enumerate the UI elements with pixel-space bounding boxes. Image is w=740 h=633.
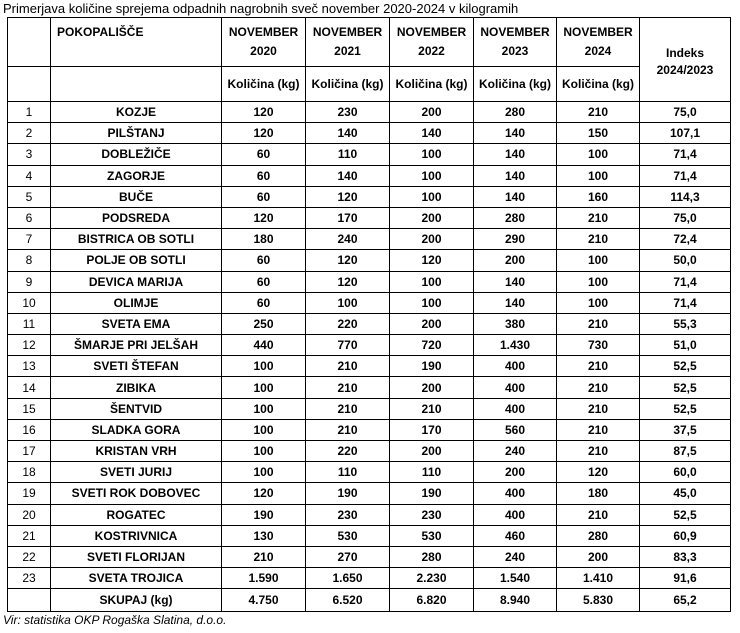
row-number: 17 [8, 441, 51, 462]
quantity-cell: 120 [306, 250, 390, 271]
cemetery-name: KRISTAN VRH [51, 441, 222, 462]
row-number: 10 [8, 292, 51, 313]
table-row [8, 313, 731, 334]
table-row [8, 165, 731, 186]
quantity-cell: 210 [306, 419, 390, 440]
row-number: 8 [8, 250, 51, 271]
quantity-cell: 120 [222, 102, 306, 123]
table-row [8, 250, 731, 271]
total-label: SKUPAJ (kg) [51, 589, 222, 612]
quantity-cell: 440 [222, 335, 306, 356]
quantity-cell: 400 [474, 398, 557, 419]
quantity-cell: 1.540 [474, 568, 557, 589]
quantity-cell: 120 [390, 250, 474, 271]
cemetery-name: OLIMJE [51, 292, 222, 313]
quantity-cell: 400 [474, 377, 557, 398]
quantity-cell: 210 [306, 377, 390, 398]
quantity-cell: 110 [306, 144, 390, 165]
quantity-cell: 400 [474, 504, 557, 525]
header-year: 2024 [584, 44, 612, 58]
row-number: 2 [8, 123, 51, 144]
quantity-cell: 120 [306, 186, 390, 207]
cemetery-name: SVETI ROK DOBOVEC [51, 483, 222, 504]
quantity-cell: 1.650 [306, 568, 390, 589]
quantity-cell: 190 [306, 483, 390, 504]
header-row-years [8, 18, 731, 67]
header-month: NOVEMBER [312, 25, 383, 39]
quantity-cell: 230 [390, 504, 474, 525]
quantity-cell: 110 [306, 462, 390, 483]
cemetery-name: ŠENTVID [51, 398, 222, 419]
row-number: 16 [8, 419, 51, 440]
cemetery-name: SVETI ŠTEFAN [51, 356, 222, 377]
quantity-cell: 400 [474, 356, 557, 377]
quantity-cell: 140 [306, 123, 390, 144]
quantity-cell: 530 [390, 525, 474, 546]
index-cell: 50,0 [640, 250, 731, 271]
index-cell: 87,5 [640, 441, 731, 462]
index-cell: 71,4 [640, 271, 731, 292]
table-row [8, 546, 731, 567]
cemetery-name: ŠMARJE PRI JELŠAH [51, 335, 222, 356]
cemetery-name: POLJE OB SOTLI [51, 250, 222, 271]
quantity-cell: 1.430 [474, 335, 557, 356]
quantity-cell: 210 [557, 441, 640, 462]
quantity-cell: 100 [557, 144, 640, 165]
index-cell: 51,0 [640, 335, 731, 356]
header-year-2024 [557, 18, 640, 67]
cemetery-name: SVETA EMA [51, 313, 222, 334]
quantity-cell: 770 [306, 335, 390, 356]
row-number: 15 [8, 398, 51, 419]
header-unit: Količina (kg) [557, 67, 640, 102]
header-index [640, 18, 731, 102]
quantity-cell: 2.230 [390, 568, 474, 589]
cemetery-name: SVETI JURIJ [51, 462, 222, 483]
cemetery-name: PILŠTANJ [51, 123, 222, 144]
table-row [8, 356, 731, 377]
quantity-cell: 140 [474, 144, 557, 165]
table-row [8, 568, 731, 589]
table-row [8, 504, 731, 525]
index-cell: 75,0 [640, 207, 731, 228]
quantity-cell: 100 [390, 144, 474, 165]
quantity-cell: 200 [390, 229, 474, 250]
table-row [8, 441, 731, 462]
quantity-cell: 100 [222, 377, 306, 398]
total-quantity: 6.520 [306, 589, 390, 612]
quantity-cell: 120 [557, 462, 640, 483]
index-cell: 60,0 [640, 462, 731, 483]
quantity-cell: 200 [390, 102, 474, 123]
table-row [8, 398, 731, 419]
quantity-cell: 210 [557, 313, 640, 334]
header-unit: Količina (kg) [222, 67, 306, 102]
source-note: Vir: statistika OKP Rogaška Slatina, d.o.o. [3, 613, 227, 627]
quantity-cell: 100 [222, 462, 306, 483]
table-row [8, 377, 731, 398]
quantity-cell: 240 [474, 546, 557, 567]
quantity-cell: 100 [557, 165, 640, 186]
header-index-sub: 2024/2023 [656, 62, 714, 77]
quantity-cell: 120 [222, 207, 306, 228]
table-row [8, 462, 731, 483]
quantity-cell: 140 [306, 165, 390, 186]
index-cell: 52,5 [640, 504, 731, 525]
quantity-cell: 460 [474, 525, 557, 546]
header-month: NOVEMBER [396, 25, 467, 39]
quantity-cell: 280 [474, 207, 557, 228]
quantity-cell: 140 [390, 123, 474, 144]
index-cell: 52,5 [640, 398, 731, 419]
quantity-cell: 210 [557, 377, 640, 398]
row-number: 20 [8, 504, 51, 525]
quantity-cell: 100 [306, 292, 390, 313]
quantity-cell: 280 [390, 546, 474, 567]
quantity-cell: 210 [306, 398, 390, 419]
row-number: 3 [8, 144, 51, 165]
table-row [8, 207, 731, 228]
header-index-label: Indeks [665, 45, 704, 60]
quantity-cell: 100 [222, 441, 306, 462]
quantity-cell: 100 [557, 250, 640, 271]
header-year: 2020 [250, 44, 277, 58]
quantity-cell: 140 [474, 186, 557, 207]
header-year-2023 [474, 18, 557, 67]
quantity-cell: 180 [557, 483, 640, 504]
index-cell: 45,0 [640, 483, 731, 504]
quantity-cell: 240 [474, 441, 557, 462]
quantity-cell: 120 [222, 123, 306, 144]
quantity-cell: 200 [474, 462, 557, 483]
header-year: 2022 [418, 44, 445, 58]
row-number: 6 [8, 207, 51, 228]
quantity-cell: 120 [306, 271, 390, 292]
index-cell: 114,3 [640, 186, 731, 207]
quantity-cell: 270 [306, 546, 390, 567]
quantity-cell: 60 [222, 271, 306, 292]
header-number-cell-2 [8, 67, 51, 102]
quantity-cell: 130 [222, 525, 306, 546]
row-number: 11 [8, 313, 51, 334]
quantity-cell: 200 [390, 377, 474, 398]
table-row [8, 525, 731, 546]
index-cell: 71,4 [640, 292, 731, 313]
quantity-cell: 210 [557, 356, 640, 377]
quantity-cell: 200 [474, 250, 557, 271]
index-cell: 107,1 [640, 123, 731, 144]
quantity-cell: 210 [390, 398, 474, 419]
table-row [8, 271, 731, 292]
total-quantity: 5.830 [557, 589, 640, 612]
header-cemetery: POKOPALIŠČE [51, 18, 222, 67]
quantity-cell: 210 [557, 102, 640, 123]
cemetery-name: DOBLEŽIČE [51, 144, 222, 165]
total-quantity: 8.940 [474, 589, 557, 612]
quantity-cell: 100 [557, 271, 640, 292]
cemetery-name: ZAGORJE [51, 165, 222, 186]
quantity-cell: 720 [390, 335, 474, 356]
header-month: NOVEMBER [563, 25, 633, 39]
quantity-cell: 230 [306, 504, 390, 525]
quantity-cell: 140 [474, 271, 557, 292]
quantity-cell: 100 [390, 186, 474, 207]
quantity-cell: 100 [222, 356, 306, 377]
quantity-cell: 210 [557, 504, 640, 525]
quantity-cell: 210 [557, 207, 640, 228]
table-row [8, 483, 731, 504]
quantity-cell: 150 [557, 123, 640, 144]
quantity-cell: 140 [474, 292, 557, 313]
quantity-cell: 100 [222, 419, 306, 440]
quantity-cell: 380 [474, 313, 557, 334]
header-unit: Količina (kg) [474, 67, 557, 102]
header-month: NOVEMBER [480, 25, 550, 39]
quantity-cell: 730 [557, 335, 640, 356]
quantity-cell: 230 [306, 102, 390, 123]
quantity-cell: 220 [306, 441, 390, 462]
quantity-cell: 210 [222, 546, 306, 567]
quantity-cell: 1.410 [557, 568, 640, 589]
quantity-cell: 60 [222, 292, 306, 313]
row-number: 23 [8, 568, 51, 589]
quantity-cell: 280 [474, 102, 557, 123]
index-cell: 55,3 [640, 313, 731, 334]
cemetery-name: SVETA TROJICA [51, 568, 222, 589]
quantity-cell: 240 [306, 229, 390, 250]
header-month: NOVEMBER [228, 25, 299, 39]
quantity-cell: 120 [222, 483, 306, 504]
total-index: 65,2 [640, 589, 731, 612]
row-number: 4 [8, 165, 51, 186]
row-number: 22 [8, 546, 51, 567]
quantity-cell: 100 [557, 292, 640, 313]
total-row [8, 589, 731, 612]
quantity-cell: 250 [222, 313, 306, 334]
cemetery-name: PODSREDA [51, 207, 222, 228]
table-row [8, 292, 731, 313]
row-number: 12 [8, 335, 51, 356]
quantity-cell: 110 [390, 462, 474, 483]
quantity-cell: 60 [222, 144, 306, 165]
row-number: 1 [8, 102, 51, 123]
quantity-cell: 200 [390, 313, 474, 334]
quantity-cell: 200 [390, 441, 474, 462]
total-number-cell [8, 589, 51, 612]
index-cell: 75,0 [640, 102, 731, 123]
table-row [8, 229, 731, 250]
row-number: 5 [8, 186, 51, 207]
quantity-cell: 180 [222, 229, 306, 250]
quantity-cell: 140 [474, 165, 557, 186]
quantity-cell: 100 [390, 165, 474, 186]
quantity-cell: 100 [222, 398, 306, 419]
header-year: 2023 [501, 44, 529, 58]
row-number: 21 [8, 525, 51, 546]
quantity-cell: 100 [390, 271, 474, 292]
row-number: 18 [8, 462, 51, 483]
quantity-cell: 190 [222, 504, 306, 525]
index-cell: 52,5 [640, 356, 731, 377]
table-row [8, 186, 731, 207]
table-row [8, 123, 731, 144]
quantity-cell: 210 [306, 356, 390, 377]
index-cell: 83,3 [640, 546, 731, 567]
cemetery-name: SVETI FLORIJAN [51, 546, 222, 567]
total-quantity: 4.750 [222, 589, 306, 612]
cemetery-name: SLADKA GORA [51, 419, 222, 440]
quantity-cell: 210 [557, 419, 640, 440]
cemetery-name: BUČE [51, 186, 222, 207]
cemetery-name: KOZJE [51, 102, 222, 123]
quantity-cell: 170 [306, 207, 390, 228]
table-row [8, 102, 731, 123]
quantity-cell: 290 [474, 229, 557, 250]
header-year-2022 [390, 18, 474, 67]
quantity-cell: 400 [474, 483, 557, 504]
row-number: 14 [8, 377, 51, 398]
row-number: 19 [8, 483, 51, 504]
header-year-2021 [306, 18, 390, 67]
quantity-cell: 220 [306, 313, 390, 334]
row-number: 9 [8, 271, 51, 292]
index-cell: 52,5 [640, 377, 731, 398]
index-cell: 72,4 [640, 229, 731, 250]
header-unit: Količina (kg) [390, 67, 474, 102]
quantity-cell: 1.590 [222, 568, 306, 589]
header-number-cell [8, 18, 51, 67]
quantity-cell: 210 [557, 229, 640, 250]
table-body [8, 18, 731, 612]
header-cemetery-2 [51, 67, 222, 102]
quantity-cell: 280 [557, 525, 640, 546]
quantity-cell: 530 [306, 525, 390, 546]
quantity-cell: 190 [390, 356, 474, 377]
quantity-cell: 100 [390, 292, 474, 313]
index-cell: 71,4 [640, 144, 731, 165]
index-cell: 91,6 [640, 568, 731, 589]
table-row [8, 335, 731, 356]
quantity-cell: 60 [222, 165, 306, 186]
header-row-units [8, 67, 731, 102]
row-number: 7 [8, 229, 51, 250]
index-cell: 37,5 [640, 419, 731, 440]
cemetery-name: KOSTRIVNICA [51, 525, 222, 546]
total-quantity: 6.820 [390, 589, 474, 612]
cemetery-name: DEVICA MARIJA [51, 271, 222, 292]
quantity-cell: 210 [557, 398, 640, 419]
quantity-cell: 190 [390, 483, 474, 504]
data-table [7, 17, 731, 612]
quantity-cell: 140 [474, 123, 557, 144]
header-unit: Količina (kg) [306, 67, 390, 102]
quantity-cell: 160 [557, 186, 640, 207]
cemetery-name: ZIBIKA [51, 377, 222, 398]
quantity-cell: 200 [390, 207, 474, 228]
header-year: 2021 [334, 44, 361, 58]
quantity-cell: 60 [222, 250, 306, 271]
cemetery-name: BISTRICA OB SOTLI [51, 229, 222, 250]
header-year-2020 [222, 18, 306, 67]
table-row [8, 144, 731, 165]
index-cell: 60,9 [640, 525, 731, 546]
row-number: 13 [8, 356, 51, 377]
quantity-cell: 170 [390, 419, 474, 440]
quantity-cell: 560 [474, 419, 557, 440]
table-row [8, 419, 731, 440]
quantity-cell: 200 [557, 546, 640, 567]
quantity-cell: 60 [222, 186, 306, 207]
cemetery-name: ROGATEC [51, 504, 222, 525]
index-cell: 71,4 [640, 165, 731, 186]
table-title: Primerjava količine sprejema odpadnih nagrobnih sveč november 2020-2024 v kilogramih [3, 1, 519, 16]
